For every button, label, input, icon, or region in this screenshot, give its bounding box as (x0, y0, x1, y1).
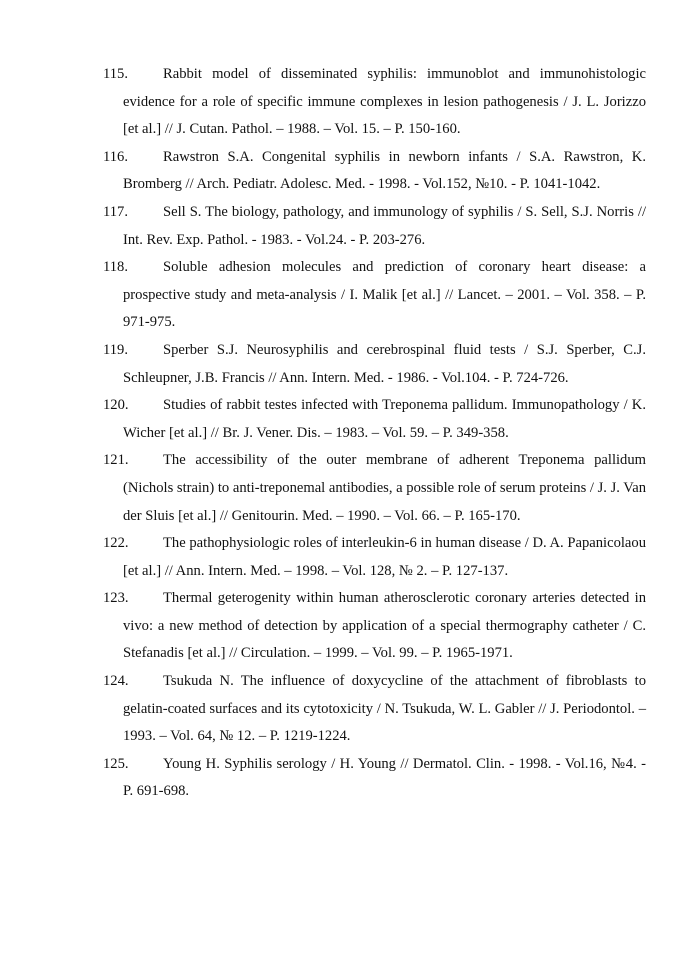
reference-number: 115. (103, 66, 128, 82)
reference-number: 124. (103, 673, 129, 690)
reference-text: Young H. Syphilis serology / H. Young // Dermatol. Clin. - 1998. - Vol.16, №4. - P. 691-698. (123, 755, 646, 800)
reference-item (103, 447, 646, 530)
reference-text: Rabbit model of disseminated syphilis: immunoblot and immunohistologic evidence for a role of specific immune complexes in lesion pathogenesis / J. L. Jorizzo [et al.] // J. Cutan. Pathol. – 1988. – Vol. 15. – P. 150-160. (123, 66, 646, 138)
reference-number: 116. (103, 148, 128, 165)
reference-item (103, 668, 646, 751)
reference-number: 123. (103, 590, 129, 607)
reference-list (103, 61, 646, 806)
reference-text: Sperber S.J. Neurosyphilis and cerebrospinal fluid tests / S.J. Sperber, C.J. Schleupner, J.B. Francis // Ann. Intern. Med. - 1986. - Vol.104. - P. 724-726. (123, 341, 646, 386)
reference-text: Sell S. The biology, pathology, and immunology of syphilis / S. Sell, S.J. Norris // Int. Rev. Exp. Pathol. - 1983. - Vol.24. - P. 203-276. (123, 203, 646, 248)
reference-item (103, 61, 646, 144)
reference-text: Soluble adhesion molecules and prediction of coronary heart disease: a prospective study and meta-analysis / I. Malik [et al.] // Lancet. – 2001. – Vol. 358. – P. 971-975. (123, 259, 646, 331)
reference-text: The accessibility of the outer membrane of adherent Treponema pallidum (Nichols strain) to anti-treponemal antibodies, a possible role of serum proteins / J. J. Van der Sluis [et al.] // Genitourin. Med. – 1990. – Vol. 66. – P. 165-170. (123, 452, 646, 524)
reference-text: The pathophysiologic roles of interleukin-6 in human disease / D. A. Papanicolaou [et al.] // Ann. Intern. Med. – 1998. – Vol. 128, № 2. – P. 127-137. (123, 535, 646, 579)
reference-text: Rawstron S.A. Congenital syphilis in newborn infants / S.A. Rawstron, K. Bromberg // Arch. Pediatr. Adolesc. Med. - 1998. - Vol.152, №10. - P. 1041-1042. (123, 148, 646, 193)
reference-item (103, 199, 646, 254)
reference-item (103, 144, 646, 199)
reference-number: 117. (103, 203, 128, 220)
reference-number: 122. (103, 535, 129, 552)
reference-item (103, 392, 646, 447)
reference-number: 118. (103, 259, 128, 276)
reference-text: Thermal geterogenity within human atherosclerotic coronary arteries detected in vivo: a new method of detection by application of a special thermography catheter / C. Stefanadis [et al.] // Circulation. – 1999. – Vol. 99. – P. 1965-1971. (123, 590, 646, 662)
reference-item (103, 530, 646, 585)
reference-number: 121. (103, 452, 129, 469)
reference-item (103, 585, 646, 668)
reference-text: Studies of rabbit testes infected with Treponema pallidum. Immunopathology / K. Wicher [et al.] // Br. J. Vener. Dis. – 1983. – Vol. 59. – P. 349-358. (123, 397, 646, 441)
reference-item (103, 751, 646, 806)
reference-item (103, 254, 646, 337)
reference-text: Tsukuda N. The influence of doxycycline of the attachment of fibroblasts to gelatin-coated surfaces and its cytotoxicity / N. Tsukuda, W. L. Gabler // J. Periodontol. – 1993. – Vol. 64, № 12. – P. 1219-1224. (123, 673, 646, 745)
reference-number: 119. (103, 341, 128, 358)
reference-item (103, 337, 646, 392)
reference-number: 125. (103, 755, 129, 772)
reference-number: 120. (103, 397, 129, 414)
